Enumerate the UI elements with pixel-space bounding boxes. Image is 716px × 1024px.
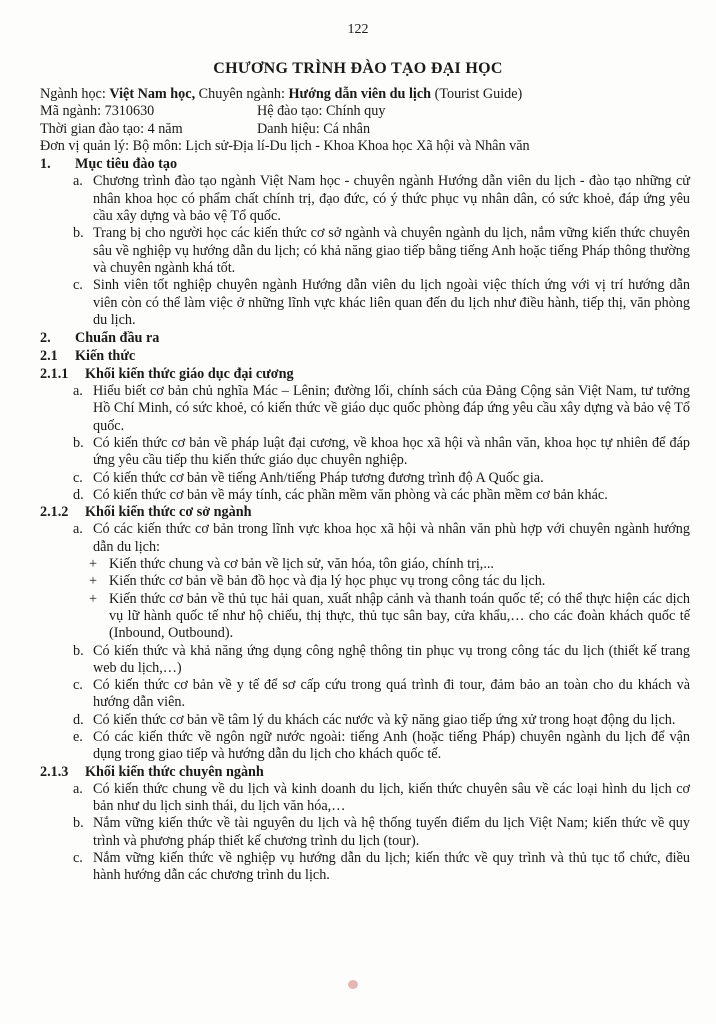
sub-list-item: + Kiến thức chung và cơ bản về lịch sử, văn hóa, tôn giáo, chính trị,... [89, 556, 494, 573]
code-line [40, 103, 690, 120]
list-item: d. Có kiến thức cơ bản về tâm lý du khách các nước và kỹ năng giao tiếp ứng xử trong hoạt động du lịch. [73, 711, 676, 728]
section-2-1-2-list-cont [40, 643, 690, 764]
section-2-1-heading: 2.1 Kiến thức [40, 348, 136, 365]
list-item: c. Có kiến thức cơ bản về tiếng Anh/tiếng Pháp tương đương trình độ A Quốc gia. [73, 469, 544, 486]
ink-smudge [348, 980, 358, 989]
section-2-heading: 2. Chuẩn đầu ra [40, 330, 160, 347]
list-item: c. Sinh viên tốt nghiệp chuyên ngành Hướng dẫn viên du lịch ngoài việc thích ứng với vị trí hướng dẫn viên còn có thể làm việc ở những lĩnh vực khác liên quan đến du lịch như điều hành, tiếp thị, văn phòng du lịch. [73, 277, 690, 328]
cn-value: Hướng dẫn viên du lịch [288, 86, 432, 102]
section-2-1-1-heading: 2.1.1 Khối kiến thức giáo dục đại cương [40, 365, 294, 382]
list-item: c. Có kiến thức cơ bản về y tế để sơ cấp cứu trong quá trình đi tour, đảm bảo an toàn cho du khách và hướng dẫn viên. [73, 677, 690, 711]
list-item: a. Có kiến thức chung về du lịch và kinh doanh du lịch, kiến thức chuyên sâu về các loại hình du lịch cơ bản như du lịch sinh thái, du lịch văn hóa,… [73, 780, 690, 815]
document-body [40, 86, 690, 885]
document-title: CHƯƠNG TRÌNH ĐÀO TẠO ĐẠI HỌC [213, 60, 503, 77]
section-1-list [40, 173, 690, 329]
he-dao-tao: Hệ đào tạo: Chính quy [257, 103, 386, 120]
page-number: 122 [347, 22, 369, 37]
section-2-1-2-list [40, 521, 690, 556]
section-2-1-1-list [40, 383, 690, 504]
danh-hieu: Danh hiệu: Cá nhân [257, 120, 371, 137]
list-item: a. Chương trình đào tạo ngành Việt Nam học - chuyên ngành Hướng dẫn viên du lịch - đào tạo những cử nhân khoa học có phẩm chất chính trị, đạo đức, có ý thức phục vụ nhân dân, có sức khoẻ, đáp ứng yêu cầu xây dựng và bảo vệ Tổ quốc. [73, 173, 690, 225]
list-item: b. Trang bị cho người học các kiến thức cơ sở ngành và chuyên ngành du lịch, nắm vững kiến thức chuyên sâu về nghiệp vụ hướng dẫn du lịch; có khả năng giao tiếp bằng tiếng Anh hoặc tiếng Pháp thông thường và chuyên ngành khá tốt. [73, 225, 690, 276]
thoi-gian: Thời gian đào tạo: 4 năm [40, 120, 183, 137]
list-item: b. Có kiến thức cơ bản về pháp luật đại cương, về khoa học xã hội và nhân văn, khoa học tự nhiên để đáp ứng yêu cầu tiếp thu kiến thức giáo dục chuyên nghiệp. [73, 434, 690, 469]
list-item: b. Có kiến thức và khả năng ứng dụng công nghệ thông tin phục vụ trong công tác du lịch (thiết kế trang web du lịch,…) [73, 642, 690, 676]
list-item: c. Nắm vững kiến thức về nghiệp vụ hướng dẫn du lịch; kiến thức về quy trình và thủ tục tổ chức, điều hành hướng dẫn các chương trình du lịch. [73, 850, 690, 884]
list-item: a. Hiểu biết cơ bản chủ nghĩa Mác – Lênin; đường lối, chính sách của Đảng Cộng sản Việt Nam, tư tưởng Hồ Chí Minh, có sức khoẻ, có kiến thức về giáo dục quốc phòng đáp ứng yêu cầu xây dựng và bảo vệ Tổ quốc. [73, 383, 690, 434]
nganh-label: Ngành học: [40, 86, 110, 102]
program-line [40, 86, 690, 103]
cn-english: (Tourist Guide) [431, 86, 523, 102]
section-2-1-3-list [40, 781, 690, 885]
duration-line [40, 121, 690, 138]
nganh-value: Việt Nam học, [109, 86, 196, 102]
list-item: a. Có các kiến thức cơ bản trong lĩnh vực khoa học xã hội và nhân văn phù hợp với chuyên ngành hướng dẫn du lịch: [73, 521, 690, 555]
sub-list-item: + Kiến thức cơ bản về bản đồ học và địa lý học phục vụ trong công tác du lịch. [89, 573, 546, 590]
sub-list-item: + Kiến thức cơ bản về thủ tục hải quan, xuất nhập cảnh và thanh toán quốc tế; có thể thực hiện các dịch vụ lữ hành quốc tế như hộ chiếu, thị thực, thủ tục sân bay, cửa khẩu,… cho các đoàn khách quốc tế (Inbound, Outbound). [89, 590, 690, 642]
cn-label: Chuyên ngành: [195, 86, 289, 102]
unit-line: Đơn vị quản lý: Bộ môn: Lịch sử-Địa lí-Du lịch - Khoa Khoa học Xã hội và Nhân văn [40, 137, 530, 154]
ma-nganh: Mã ngành: 7310630 [40, 103, 155, 120]
list-item: d. Có kiến thức cơ bản về máy tính, các phần mềm văn phòng và các phần mềm cơ bản khác. [73, 486, 608, 503]
list-item: e. Có các kiến thức về ngôn ngữ nước ngoài: tiếng Anh (hoặc tiếng Pháp) chuyên ngành du lịch để vận dụng trong giao tiếp và hướng dẫn du lịch cho khách quốc tế. [73, 728, 690, 763]
section-1-heading: 1. Mục tiêu đào tạo [40, 156, 178, 173]
section-2-1-2-heading: 2.1.2 Khối kiến thức cơ sở ngành [40, 504, 252, 521]
list-item: b. Nắm vững kiến thức về tài nguyên du lịch và hệ thống tuyến điểm du lịch Việt Nam; kiến thức về quy trình và phương pháp thiết kế chương trình du lịch (tour). [73, 815, 690, 849]
section-2-1-3-heading: 2.1.3 Khối kiến thức chuyên ngành [40, 763, 264, 780]
